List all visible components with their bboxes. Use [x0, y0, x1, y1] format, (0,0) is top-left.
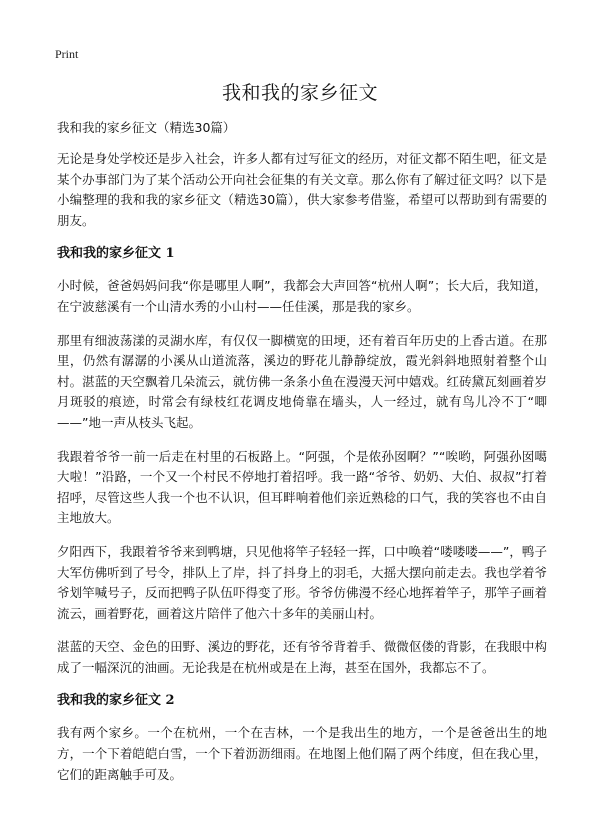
- paragraph: 我跟着爷爷一前一后走在村里的石板路上。“阿强，个是侬孙囡啊？”“唉哟，阿强孙囡噶大啦！”沿路，一个又一个村民不停地打着招呼。我一路“爷爷、奶奶、大伯、叔叔”打着招呼，尽管这些人我一个也不认识，但耳畔响着他们亲近熟稔的口气，我的笑容也不由自主地放大。: [57, 448, 547, 526]
- paragraph: 小时候，爸爸妈妈问我“你是哪里人啊”，我都会大声回答“杭州人啊”；长大后，我知道，在宁波慈溪有一个山清水秀的小山村——任佳溪，那是我的家乡。: [57, 278, 547, 314]
- paragraph: 夕阳西下，我跟着爷爷来到鸭塘，只见他将竿子轻轻一挥，口中唤着“喽喽喽——”，鸭子大军仿佛听到了号令，排队上了岸，抖了抖身上的羽毛，大摇大摆向前走去。我也学着爷爷划竿喊号子，反而把鸭子队伍吓得变了形。爷爷仿佛漫不经心地挥着竿子，那竿子画着流云，画着野花，画着这片陪伴了他六十多年的美丽山村。: [57, 543, 547, 621]
- paragraph: 湛蓝的天空、金色的田野、溪边的野花，还有爷爷背着手、微微伛偻的背影，在我眼中构成了一幅深沉的油画。无论我是在杭州或是在上海，甚至在国外，我都忘不了。: [57, 639, 547, 675]
- section-heading: 我和我的家乡征文 2: [57, 693, 175, 709]
- section-1: [57, 244, 547, 678]
- section-heading: 我和我的家乡征文 1: [57, 246, 175, 262]
- page-title: 我和我的家乡征文: [221, 82, 378, 104]
- paragraph: 那里有细波荡漾的灵湖水库，有仅仅一脚横宽的田埂，还有着百年历史的上香古道。在那里，仍然有潺潺的小溪从山道流落，溪边的野花儿静静绽放，霞光斜斜地照射着整个山村。湛蓝的天空飘着几朵流云，就仿佛一条条小鱼在漫漫天河中嬉戏。红砖黛瓦刻画着岁月斑驳的痕迹，时常会有绿枝红花调皮地倚靠在墙头，人一经过，就有鸟儿冷不丁“唧——”地一声从枝头飞起。: [57, 332, 547, 430]
- paragraph: 我有两个家乡。一个在杭州，一个在吉林，一个是我出生的地方，一个是爸爸出生的地方，一个下着皑皑白雪，一个下着沥沥细雨。在地图上他们隔了两个纬度，但在我心里，它们的距离触手可及。: [57, 725, 547, 782]
- document-body: [57, 118, 547, 798]
- print-link[interactable]: Print: [55, 47, 79, 61]
- document-subtitle: 我和我的家乡征文（精选30篇）: [57, 120, 236, 135]
- intro-paragraph: 无论是身处学校还是步入社会，许多人都有过写征文的经历，对征文都不陌生吧，征文是某个办事部门为了某个活动公开向社会征集的有关文章。那么你有了解过征文吗？以下是小编整理的我和我的家乡征文（精选30篇），供大家参考借鉴，希望可以帮助到有需要的朋友。: [57, 151, 547, 228]
- section-2: [57, 691, 547, 785]
